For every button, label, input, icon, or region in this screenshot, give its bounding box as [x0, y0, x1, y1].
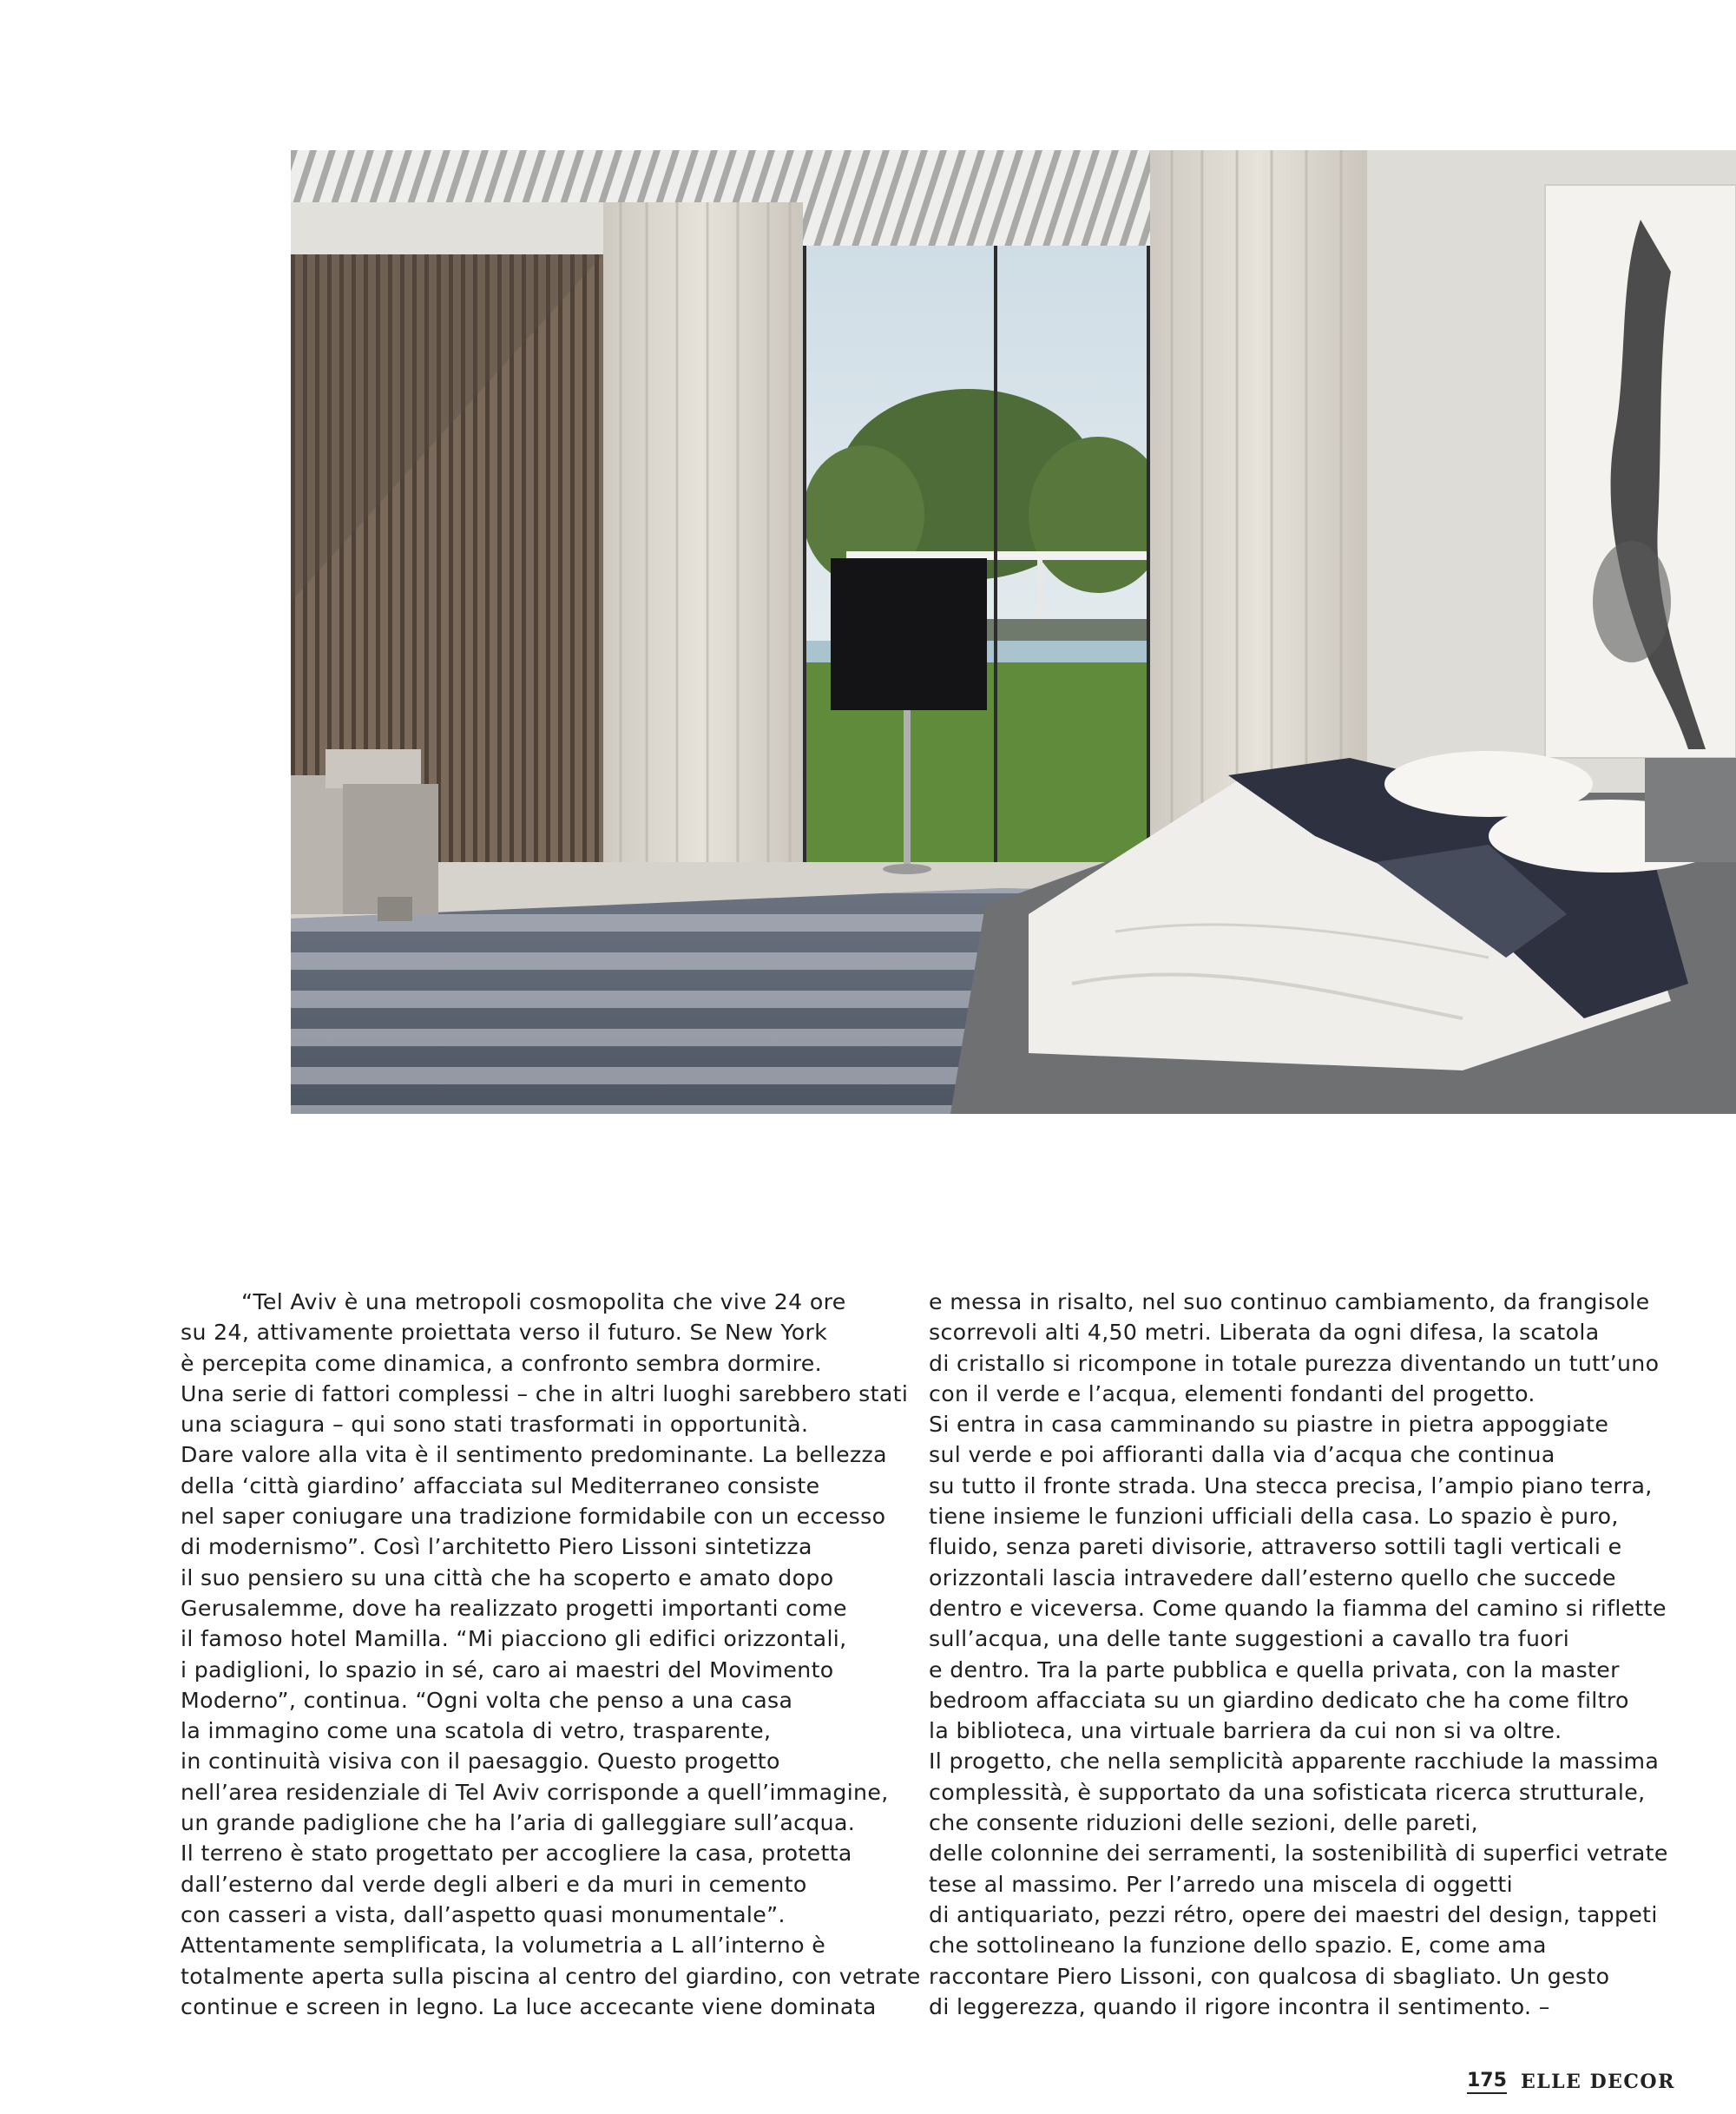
- text-line: il suo pensiero su una città che ha scoperto e amato dopo: [181, 1564, 834, 1590]
- magazine-name: ELLE DECOR: [1520, 2071, 1675, 2093]
- text-line: bedroom affacciata su un giardino dedicato che ha come filtro: [929, 1687, 1629, 1713]
- text-line: i padiglioni, lo spazio in sé, caro ai maestri del Movimento: [181, 1656, 834, 1683]
- text-line: su 24, attivamente proiettata verso il futuro. Se New York: [181, 1320, 828, 1346]
- text-line: di antiquariato, pezzi rétro, opere dei maestri del design, tappeti: [929, 1901, 1658, 1927]
- text-line: sul verde e poi affioranti dalla via d’acqua che continua: [929, 1442, 1555, 1468]
- text-line: la biblioteca, una virtuale barriera da cui non si va oltre.: [929, 1718, 1562, 1744]
- text-line: che consente riduzioni delle sezioni, delle pareti,: [929, 1810, 1479, 1836]
- text-line: Una serie di fattori complessi – che in altri luoghi sarebbero stati: [181, 1380, 909, 1406]
- text-line: con il verde e l’acqua, elementi fondanti del progetto.: [929, 1380, 1535, 1406]
- article-column-right: [929, 1287, 1668, 2022]
- text-line: Il progetto, che nella semplicità apparente racchiude la massima: [929, 1748, 1660, 1775]
- text-line: e messa in risalto, nel suo continuo cambiamento, da frangisole: [929, 1289, 1650, 1314]
- text-line: Dare valore alla vita è il sentimento predominante. La bellezza: [181, 1442, 887, 1468]
- text-line: con casseri a vista, dall’aspetto quasi monumentale”.: [181, 1901, 786, 1927]
- text-line: una sciagura – qui sono stati trasformati in opportunità.: [181, 1412, 809, 1438]
- text-line: che sottolineano la funzione dello spazio. E, come ama: [929, 1933, 1547, 1959]
- text-line: dall’esterno dal verde degli alberi e da muri in cemento: [181, 1871, 807, 1897]
- text-line: scorrevoli alti 4,50 metri. Liberata da ogni difesa, la scatola: [929, 1320, 1600, 1346]
- text-line: Il terreno è stato progettato per accogliere la casa, protetta: [181, 1841, 852, 1867]
- text-line: fluido, senza pareti divisorie, attraverso sottili tagli verticali e: [929, 1534, 1622, 1560]
- text-line: totalmente aperta sulla piscina al centro del giardino, con vetrate: [181, 1963, 921, 1989]
- page-folio: [1467, 2069, 1675, 2095]
- text-line: continue e screen in legno. La luce accecante viene dominata: [181, 1993, 877, 2019]
- text-line: sull’acqua, una delle tante suggestioni a cavallo tra fuori: [929, 1626, 1570, 1652]
- text-line: Moderno”, continua. “Ogni volta che penso a una casa: [181, 1687, 793, 1713]
- text-line: “Tel Aviv è una metropoli cosmopolita che vive 24 ore: [241, 1289, 846, 1314]
- text-line: Gerusalemme, dove ha realizzato progetti importanti come: [181, 1595, 847, 1621]
- text-line: orizzontali lascia intravedere dall’esterno quello che succede: [929, 1564, 1616, 1590]
- text-line: nell’area residenziale di Tel Aviv corrisponde a quell’immagine,: [181, 1779, 889, 1805]
- text-line: raccontare Piero Lissoni, con qualcosa di sbagliato. Un gesto: [929, 1963, 1610, 1989]
- text-line: complessità, è supportato da una sofisticata ricerca strutturale,: [929, 1779, 1646, 1805]
- text-line: tese al massimo. Per l’arredo una miscela di oggetti: [929, 1871, 1513, 1897]
- article-column-left: [181, 1287, 921, 2022]
- text-line: nel saper coniugare una tradizione formidabile con un eccesso: [181, 1504, 886, 1530]
- text-line: in continuità visiva con il paesaggio. Questo progetto: [181, 1748, 780, 1775]
- text-line: e dentro. Tra la parte pubblica e quella privata, con la master: [929, 1656, 1620, 1683]
- text-line: della ‘città giardino’ affacciata sul Mediterraneo consiste: [181, 1472, 820, 1498]
- text-line: tiene insieme le funzioni ufficiali della casa. Lo spazio è puro,: [929, 1504, 1619, 1530]
- text-line: di cristallo si ricompone in totale purezza diventando un tutt’uno: [929, 1350, 1660, 1376]
- text-line: un grande padiglione che ha l’aria di galleggiare sull’acqua.: [181, 1810, 856, 1836]
- text-line: il famoso hotel Mamilla. “Mi piacciono gli edifici orizzontali,: [181, 1626, 847, 1652]
- text-line: dentro e viceversa. Come quando la fiamma del camino si riflette: [929, 1595, 1667, 1621]
- text-line: di modernismo”. Così l’architetto Piero Lissoni sintetizza: [181, 1534, 812, 1560]
- bedroom-photo: [291, 150, 1736, 1114]
- text-line: la immagino come una scatola di vetro, trasparente,: [181, 1718, 772, 1744]
- bedroom-illustration: [291, 150, 1736, 1114]
- page-number: 175: [1467, 2070, 1507, 2094]
- text-line: su tutto il fronte strada. Una stecca precisa, l’ampio piano terra,: [929, 1472, 1653, 1498]
- text-line: Si entra in casa camminando su piastre in pietra appoggiate: [929, 1412, 1609, 1438]
- text-line: è percepita come dinamica, a confronto sembra dormire.: [181, 1350, 822, 1376]
- text-line: di leggerezza, quando il rigore incontra il sentimento. –: [929, 1993, 1550, 2019]
- text-line: Attentamente semplificata, la volumetria a L all’interno è: [181, 1933, 826, 1959]
- text-line: delle colonnine dei serramenti, la sostenibilità di superfici vetrate: [929, 1841, 1668, 1867]
